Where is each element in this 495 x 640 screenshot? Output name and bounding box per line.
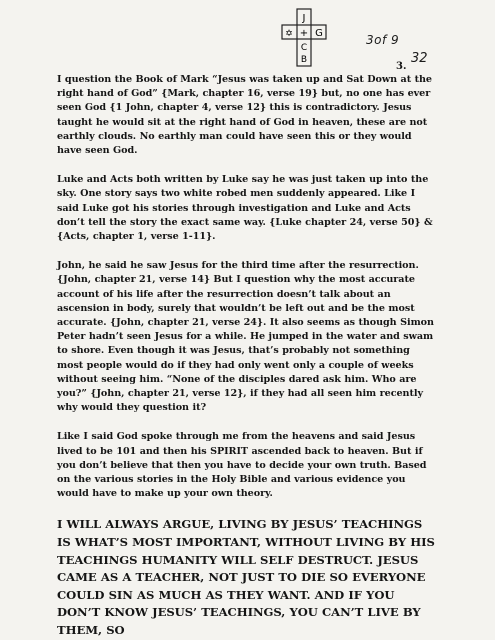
- cross-symbol-icon: [279, 8, 329, 68]
- handwritten-number: 32: [411, 51, 428, 66]
- paragraph-mark: I question the Book of Mark “Jesus was taken up and Sat Down at the right hand of God” {Mark, chapter 16, verse 19} but, no one has ever seen God {1 John, chapter 4, verse 12} this is contradictory. Jesus taught he would sit at the right hand of God in heaven, these are not earthly clouds. No earthly man could have seen this or they would have seen God.: [57, 74, 432, 157]
- symbol-lower-letter: C: [300, 43, 308, 53]
- symbol-bottom-letter: B: [300, 55, 308, 65]
- handwritten-page-count: 3of 9: [366, 33, 400, 47]
- paragraph-luke-acts: Luke and Acts both written by Luke say he was just taken up into the sky. One story says two white robed men suddenly appeared. Like I said Luke got his stories through investigation and Luke and Acts don’t tell the story the exact same way. {Luke chapter 24, verse 50} & {Acts, chapter 1, verse 1-11}.: [57, 174, 433, 243]
- document-body: [57, 73, 437, 640]
- symbol-right-letter: G: [315, 28, 323, 39]
- symbol-top-letter: J: [302, 13, 306, 24]
- typed-page-number: 3.: [396, 61, 407, 72]
- symbol-left-glyph: ✡: [285, 29, 293, 39]
- closing-statement: I WILL ALWAYS ARGUE, LIVING BY JESUS’ TEACHINGS IS WHAT’S MOST IMPORTANT, WITHOUT LIVING BY HIS TEACHINGS HUMANITY WILL SELF DESTRUCT. JESUS CAME AS A TEACHER, NOT JUST TO DIE SO EVERYONE COULD SIN AS MUCH AS THEY WANT. AND IF YOU DON’T KNOW JESUS’ TEACHINGS, YOU CAN’T LIVE BY THEM, SO: [57, 517, 435, 638]
- symbol-center-glyph: +: [299, 28, 309, 39]
- hand-drawn-cross-symbol: [279, 8, 329, 68]
- paragraph-spirit: Like I said God spoke through me from the heavens and said Jesus lived to be 101 and then his SPIRIT ascended back to heaven. But if you don’t believe that then you have to decide your own truth. Based on the various stories in the Holy Bible and various evidence you would have to make up your own theory.: [57, 431, 427, 500]
- paragraph-john: John, he said he saw Jesus for the third time after the resurrection. {John, chapter 21, verse 14} But I question why the most accurate account of his life after the resurrection doesn’t talk about an ascension in body, surely that wouldn’t be left out and be the most accurate. {John, chapter 21, verse 24}. It also seems as though Simon Peter hadn’t seen Jesus for a while. He jumped in the water and swam to shore. Even though it was Jesus, that’s probably not something most people would do if they had only went only a couple of weeks without seeing him. “None of the disciples dared ask him. Who are you?” {John, chapter 21, verse 12}, if they had all seen him recently why would they question it?: [57, 260, 434, 414]
